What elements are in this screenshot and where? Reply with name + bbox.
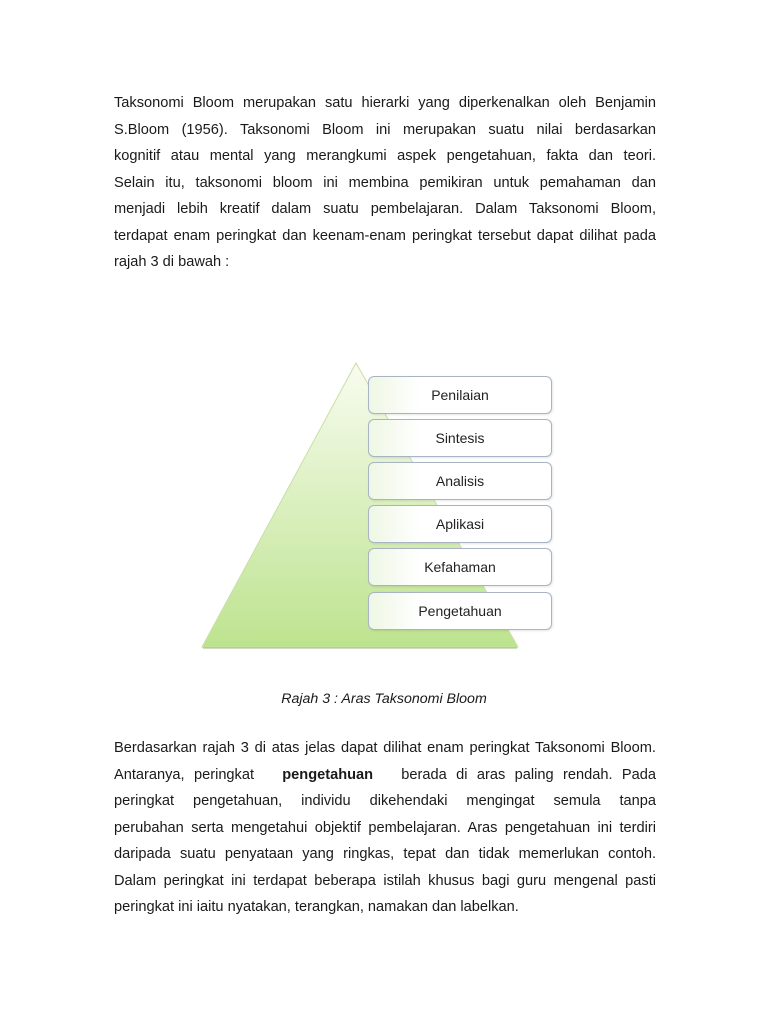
body-line-7: peringkat ini iaitu nyatakan, terangkan, namakan dan labelkan. (114, 899, 519, 915)
body-line-3: peringkat pengetahuan, individu dikehendaki mengingat semula tanpa (114, 793, 656, 809)
intro-paragraph (114, 90, 656, 276)
level-kefahaman: Kefahaman (368, 548, 552, 586)
bloom-taxonomy-diagram (190, 355, 570, 655)
body-line-6: Dalam peringkat ini terdapat beberapa istilah khusus bagi guru mengenal pasti (114, 872, 656, 889)
intro-line-3: kognitif atau mental yang merangkumi aspek pengetahuan, fakta dan teori. (114, 148, 656, 164)
body-paragraph (114, 735, 656, 921)
figure-caption: Rajah 3 : Aras Taksonomi Bloom (281, 691, 487, 707)
level-sintesis: Sintesis (368, 419, 552, 457)
level-analisis: Analisis (368, 462, 552, 500)
intro-line-1: Taksonomi Bloom merupakan satu hierarki yang diperkenalkan oleh Benjamin (114, 95, 656, 111)
intro-line-5: menjadi lebih kreatif dalam suatu pembelajaran. Dalam Taksonomi Bloom, (114, 201, 656, 217)
body-line-1: Berdasarkan rajah 3 di atas jelas dapat dilihat enam peringkat Taksonomi Bloom. (114, 740, 656, 756)
level-penilaian: Penilaian (368, 376, 552, 414)
bold-term-pengetahuan: pengetahuan (282, 766, 374, 783)
level-pengetahuan: Pengetahuan (368, 592, 552, 630)
intro-line-4: Selain itu, taksonomi bloom ini membina pemikiran untuk pemahaman dan (114, 174, 656, 191)
intro-line-6: terdapat enam peringkat dan keenam-enam peringkat tersebut dapat dilihat pada (114, 227, 656, 244)
body-line-2 (114, 762, 656, 789)
body-line-4: perubahan serta mengetahui objektif pembelajaran. Aras pengetahuan ini terdiri (114, 819, 656, 836)
body-line-2-end: berada di aras paling rendah. Pada (401, 766, 657, 783)
body-line-2-start: Antaranya, peringkat (114, 766, 255, 783)
intro-line-7: rajah 3 di bawah : (114, 254, 230, 270)
level-aplikasi: Aplikasi (368, 505, 552, 543)
body-line-5: daripada suatu penyataan yang ringkas, tepat dan tidak memerlukan contoh. (114, 846, 656, 862)
intro-line-2: S.Bloom (1956). Taksonomi Bloom ini merupakan suatu nilai berdasarkan (114, 121, 656, 138)
